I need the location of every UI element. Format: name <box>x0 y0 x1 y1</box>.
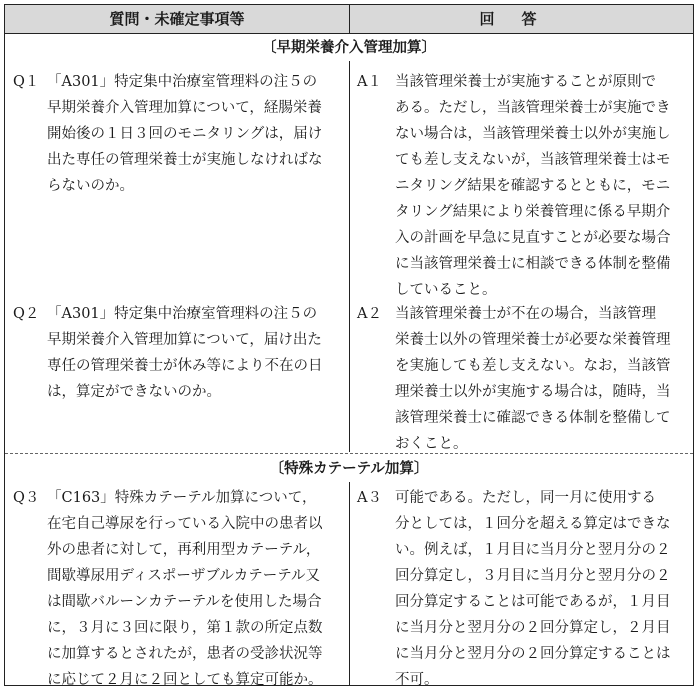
text-line: 「C163」特殊カテーテル加算について， <box>47 490 317 506</box>
text-line: 回分算定し，３月目に当月分と翌月分の２ <box>395 568 671 584</box>
text-line: 該管理栄養士に確認できる体制を整備して <box>395 410 671 426</box>
text-line: 栄養士以外の管理栄養士が必要な栄養管理 <box>395 332 671 348</box>
text-line: に当月分と翌月分の２回分算定し，２月目 <box>395 620 671 636</box>
text-line: を実施しても差し支えない。なお，当該管 <box>395 358 671 374</box>
text-line: らないのか。 <box>47 178 134 194</box>
text-line: は，算定ができないのか。 <box>47 384 221 400</box>
header-divider <box>349 5 350 33</box>
text-line: 開始後の１日３回のモニタリングは，届け <box>47 126 323 142</box>
text-line: 不可。 <box>395 672 439 688</box>
column-divider <box>349 482 350 685</box>
text-line: 外の患者に対して，再利用型カテーテル， <box>47 542 321 558</box>
section-title-early-nutrition: 〔早期栄養介入管理加算〕 <box>262 40 436 56</box>
text-line: タリング結果により栄養管理に係る早期介 <box>395 204 671 220</box>
question-column-header: 質問・未確定事項等 <box>109 10 245 28</box>
answer-column-header: 回答 <box>479 10 564 28</box>
text-line: い。例えば，１月目に当月分と翌月分の２ <box>395 542 671 558</box>
text-line: 回分算定することは可能であるが，１月目 <box>395 594 671 610</box>
text-line: 当該管理栄養士が不在の場合，当該管理 <box>395 306 656 322</box>
answer-label: A１ <box>357 74 382 90</box>
text-line: に加算するとされたが，患者の受診状況等 <box>47 646 323 662</box>
text-line: に応じて２月に２回としても算定可能か。 <box>47 672 323 688</box>
text-line: に当月分と翌月分の２回分算定することは <box>395 646 671 662</box>
text-line: 早期栄養介入管理加算について，経腸栄養 <box>47 100 322 116</box>
text-line: は間歇バルーンカテーテルを使用した場合 <box>47 594 322 610</box>
text-line: おくこと。 <box>395 436 468 452</box>
text-line: していること。 <box>395 282 497 298</box>
text-line: ても差し支えないが，当該管理栄養士はモ <box>395 152 671 168</box>
section-title-special-catheter: 〔特殊カテーテル加算〕 <box>269 461 429 477</box>
text-line: ある。ただし，当該管理栄養士が実施でき <box>395 100 671 116</box>
question-label: Q２ <box>13 306 40 322</box>
text-line: 「A301」特定集中治療室管理料の注５の <box>47 306 318 322</box>
text-line: 専任の管理栄養士が休み等により不在の日 <box>47 358 323 374</box>
section-divider <box>5 453 693 454</box>
question-label: Q３ <box>13 490 40 506</box>
text-line: 理栄養士以外が実施する場合は，随時，当 <box>395 384 671 400</box>
text-line: 間歇導尿用ディスポーザブルカテーテル又 <box>47 568 321 584</box>
answer-label: A２ <box>357 306 382 322</box>
text-line: ニタリング結果を確認するとともに，モニ <box>395 178 671 194</box>
qa-table <box>4 4 694 686</box>
text-line: 出た専任の管理栄養士が実施しなければな <box>47 152 323 168</box>
text-line: 在宅自己導尿を行っている入院中の患者以 <box>47 516 323 532</box>
text-line: 早期栄養介入管理加算について，届け出た <box>47 332 322 348</box>
column-divider <box>349 61 350 452</box>
answer-label: A３ <box>357 490 382 506</box>
text-line: 当該管理栄養士が実施することが原則で <box>395 74 656 90</box>
text-line: 可能である。ただし，同一月に使用する <box>395 490 656 506</box>
text-line: に，３月に３回に限り，第１款の所定点数 <box>47 620 323 636</box>
text-line: 「A301」特定集中治療室管理料の注５の <box>47 74 318 90</box>
text-line: に当該管理栄養士に相談できる体制を整備 <box>395 256 671 272</box>
text-line: 入の計画を早急に見直すことが必要な場合 <box>395 230 671 246</box>
text-line: ない場合は，当該管理栄養士以外が実施し <box>395 126 671 142</box>
table-header <box>5 5 693 34</box>
text-line: 分としては，１回分を超える算定はできな <box>395 516 671 532</box>
question-label: Q１ <box>13 74 40 90</box>
